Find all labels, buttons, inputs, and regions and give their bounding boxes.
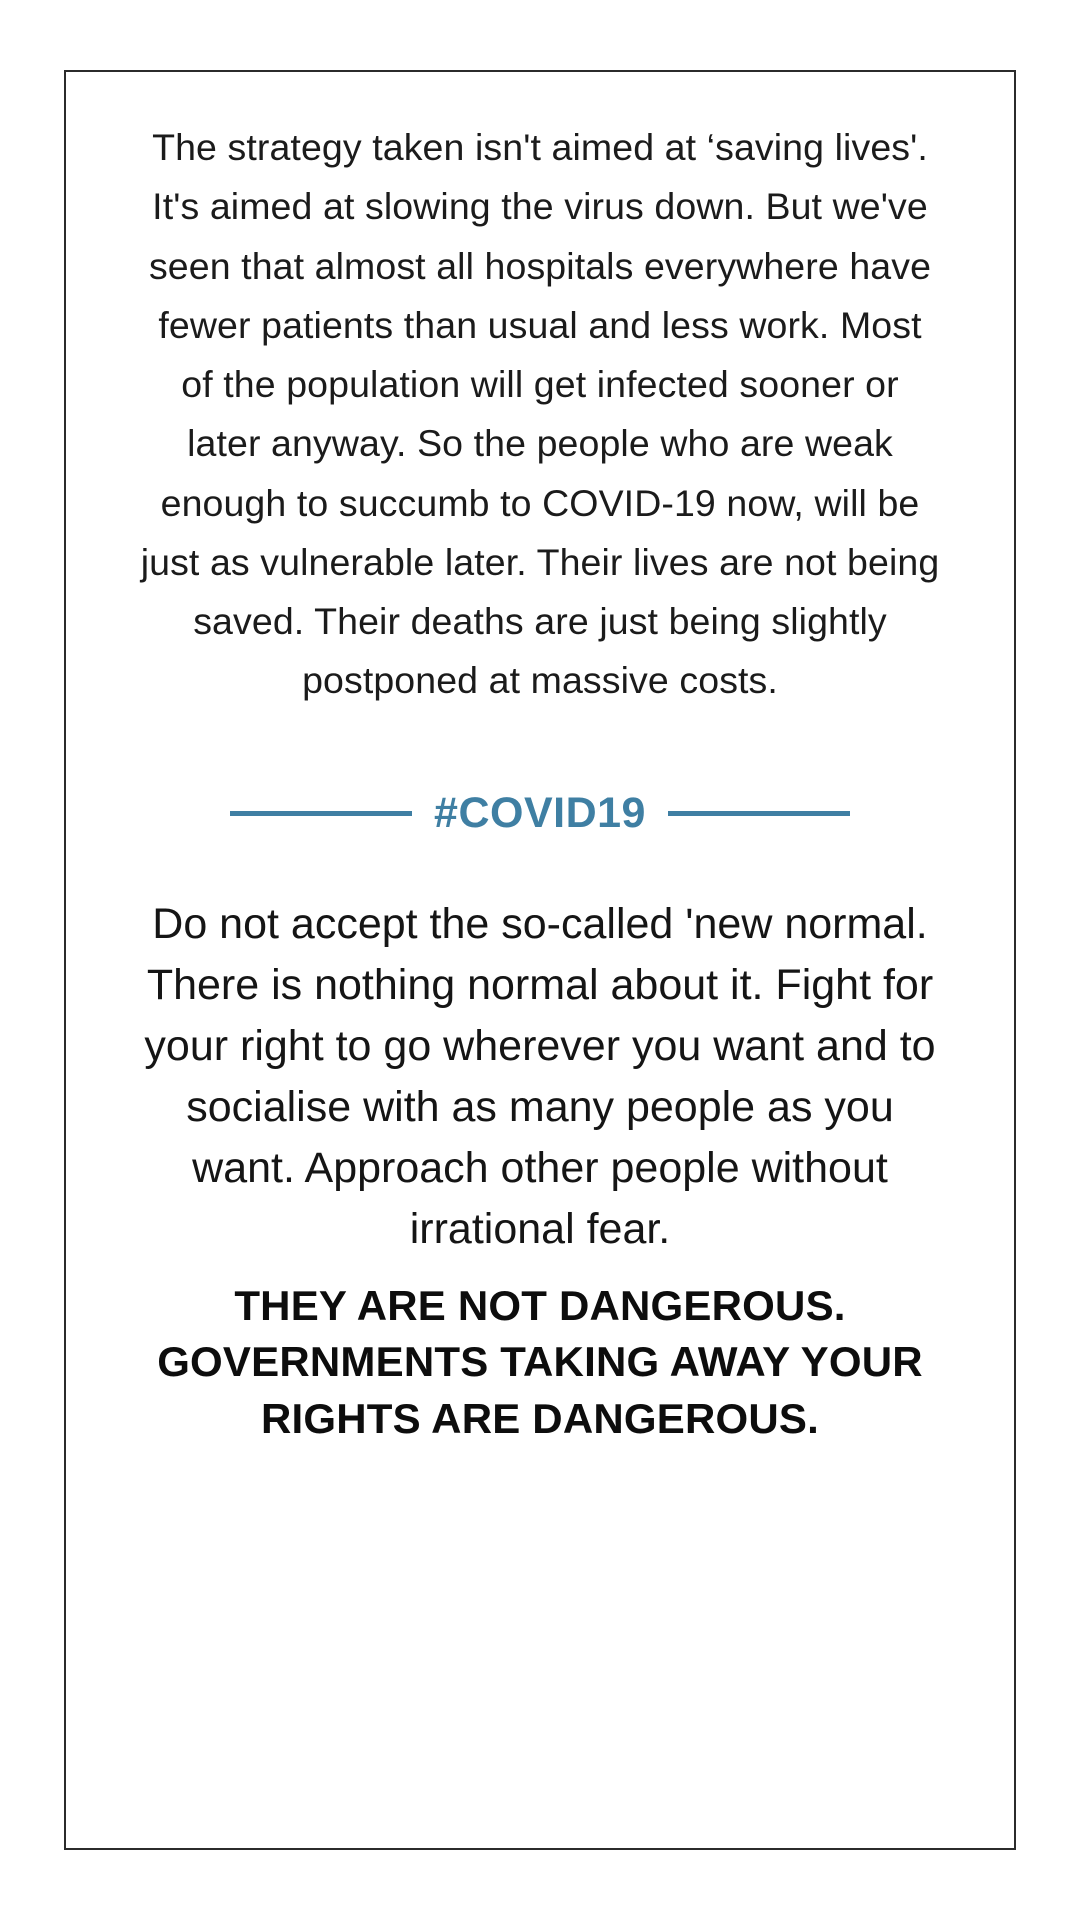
poster-card	[64, 70, 1016, 1850]
poster-paragraph: The strategy taken isn't aimed at ‘saving lives'. It's aimed at slowing the virus down. But we've seen that almost all hospitals everywhere have fewer patients than usual and less work. Most of the population will get infected sooner or later anyway. So the people who are weak enough to succumb to COVID-19 now, will be just as vulnerable later. Their lives are not being saved. Their deaths are just being slightly postponed at massive costs.	[140, 126, 940, 702]
emphasis-text: THEY ARE NOT DANGEROUS. GOVERNMENTS TAKING AWAY YOUR RIGHTS ARE DANGEROUS.	[157, 1281, 923, 1443]
call-to-action-text: Do not accept the so-called 'new normal. There is nothing normal about it. Fight for your right to go wherever you want and to socialise with as many people as you want. Approach other people without irrational fear.	[144, 899, 936, 1253]
hashtag-divider	[132, 789, 948, 838]
divider-line-right	[668, 811, 850, 816]
divider-line-left	[230, 811, 412, 816]
hashtag-label: #COVID19	[434, 788, 646, 837]
